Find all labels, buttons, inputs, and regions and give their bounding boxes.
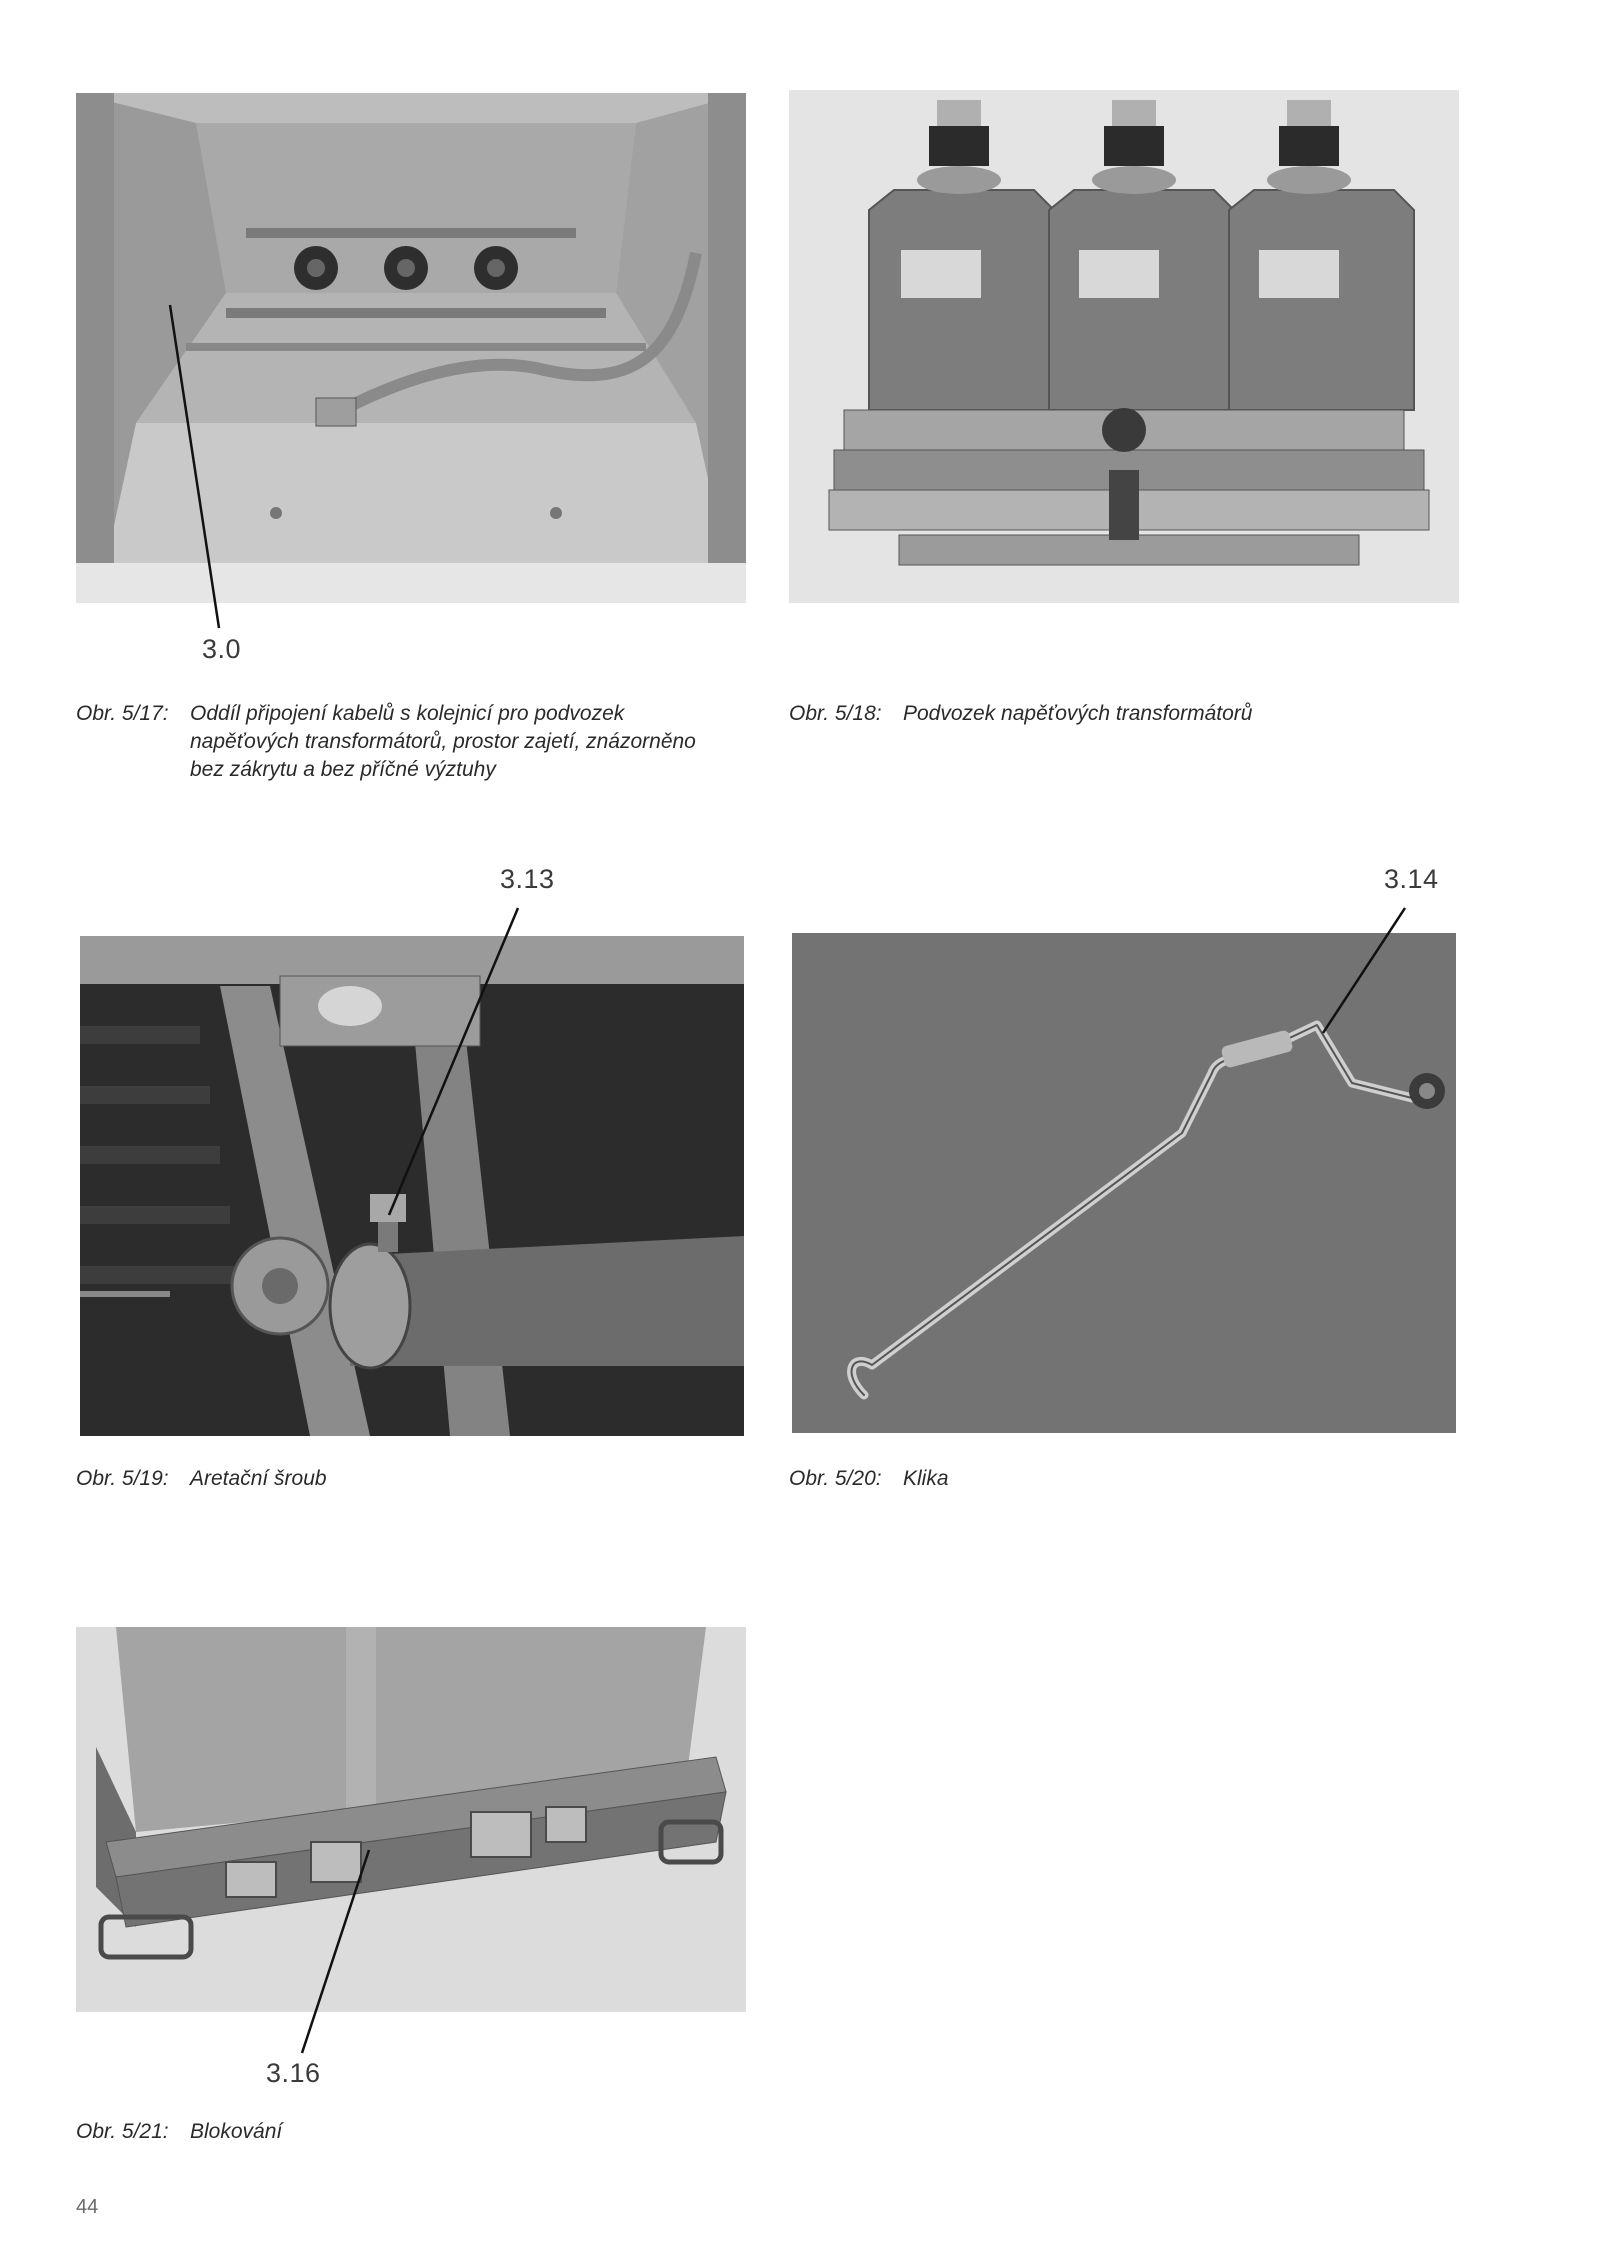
caption-text: Podvozek napěťových transformátorů xyxy=(903,702,1253,725)
caption-label: Obr. 5/19: xyxy=(76,1467,169,1490)
caption-fig-5-19 xyxy=(76,1465,716,1495)
caption-fig-5-18 xyxy=(789,700,1459,730)
page-number: 44 xyxy=(76,2196,99,2218)
callout-3-13: 3.13 xyxy=(500,864,555,894)
photo-locking-screw xyxy=(80,936,744,1436)
callout-3-14: 3.14 xyxy=(1384,864,1439,894)
caption-text: Klika xyxy=(903,1467,949,1490)
caption-text: Aretační šroub xyxy=(190,1467,327,1490)
photo-cable-compartment xyxy=(76,93,746,603)
caption-fig-5-17 xyxy=(76,700,716,790)
caption-text: Blokování xyxy=(190,2120,283,2143)
caption-label: Obr. 5/20: xyxy=(789,1467,882,1490)
caption-label: Obr. 5/18: xyxy=(789,702,882,725)
caption-text: Oddíl připojení kabelů s kolejnicí pro podvozek napěťových transformátorů, prostor zajetí, znázorněno bez zákrytu a bez příčné výztuhy xyxy=(190,702,696,781)
caption-fig-5-21 xyxy=(76,2118,716,2148)
callout-3-16: 3.16 xyxy=(266,2058,321,2088)
caption-label: Obr. 5/21: xyxy=(76,2120,169,2143)
caption-label: Obr. 5/17: xyxy=(76,702,169,725)
caption-fig-5-20 xyxy=(789,1465,1459,1495)
callout-3-0: 3.0 xyxy=(202,634,242,664)
photo-vt-truck xyxy=(789,90,1459,603)
photo-interlock xyxy=(76,1627,746,2012)
photo-crank-handle xyxy=(792,933,1456,1433)
